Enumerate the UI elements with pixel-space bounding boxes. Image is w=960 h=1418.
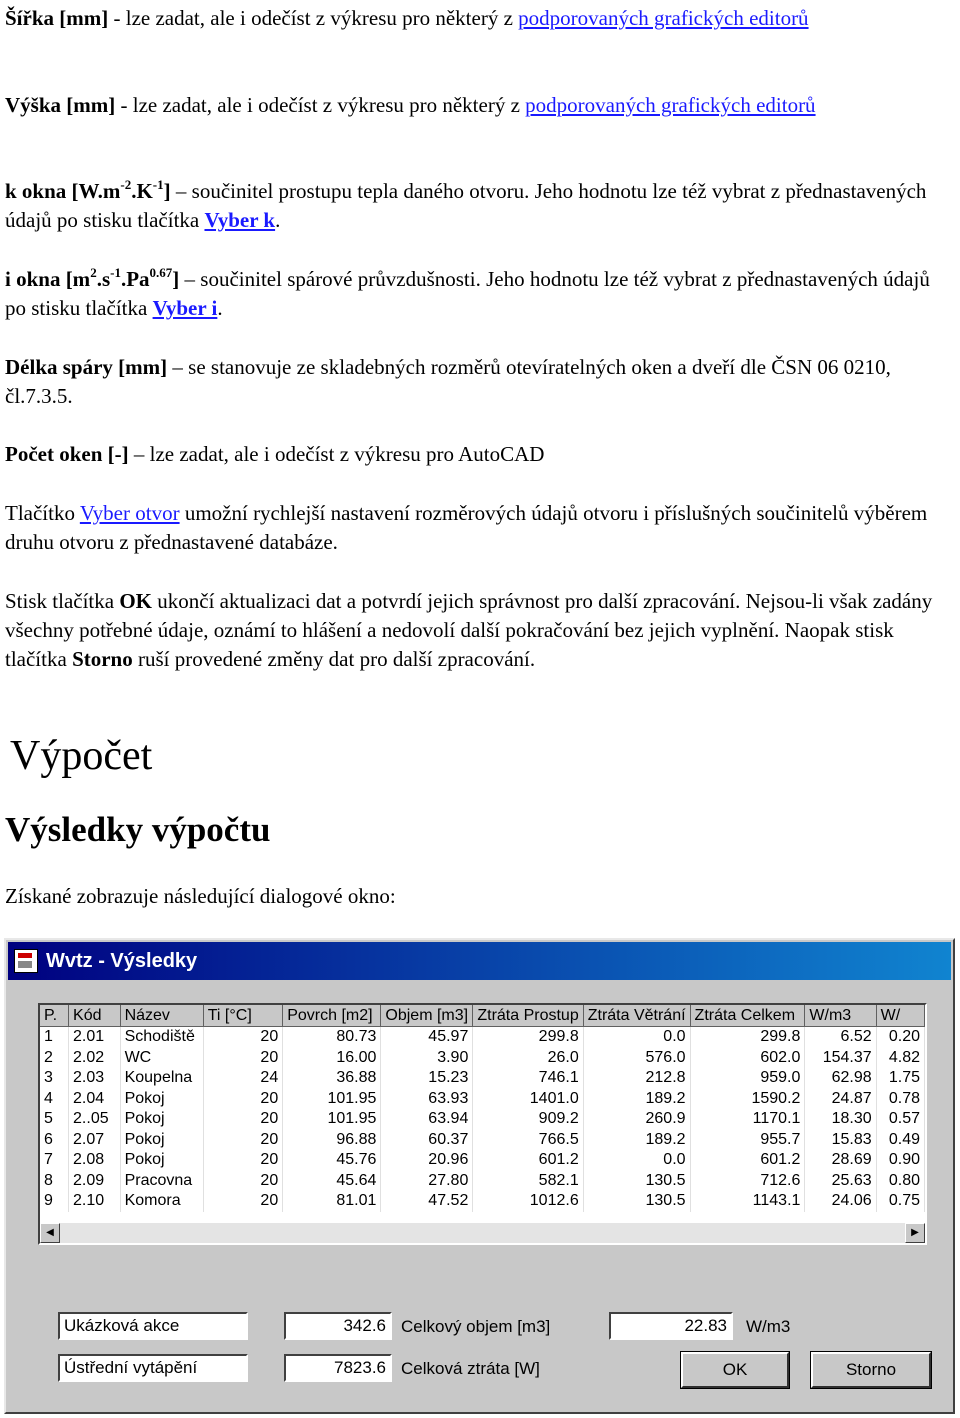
table-cell: 63.94	[381, 1109, 473, 1130]
column-header[interactable]: Ztráta Celkem	[690, 1005, 805, 1027]
table-cell: Pokoj	[120, 1130, 203, 1151]
column-header[interactable]: Ztráta Prostup	[473, 1005, 583, 1027]
table-row[interactable]	[40, 1048, 925, 1069]
table-cell: 2	[40, 1048, 69, 1069]
term-i-okna	[5, 267, 179, 291]
term-pocet-oken: Počet oken [-]	[5, 442, 129, 466]
table-cell: 1143.1	[690, 1191, 805, 1212]
dialog-titlebar[interactable]	[8, 942, 951, 980]
table-cell: 2.01	[69, 1027, 121, 1048]
table-cell: 1401.0	[473, 1089, 583, 1110]
table-cell: 0.78	[876, 1089, 924, 1110]
table-cell: 189.2	[583, 1130, 690, 1151]
table-cell: 959.0	[690, 1068, 805, 1089]
results-grid	[40, 1005, 925, 1212]
table-cell: WC	[120, 1048, 203, 1069]
table-cell: 20	[203, 1089, 282, 1110]
table-cell: 0.57	[876, 1109, 924, 1130]
term-k-okna	[5, 179, 171, 203]
text-ok-a: Stisk tlačítka	[5, 589, 120, 613]
table-cell: 576.0	[583, 1048, 690, 1069]
table-cell: 24.87	[805, 1089, 876, 1110]
link-graphic-editors-2[interactable]: podporovaných grafických editorů	[525, 93, 816, 117]
table-cell: 0.90	[876, 1150, 924, 1171]
table-cell: 602.0	[690, 1048, 805, 1069]
table-cell: 6.52	[805, 1027, 876, 1048]
table-cell: 6	[40, 1130, 69, 1151]
results-table[interactable]	[38, 1003, 927, 1245]
table-cell: 712.6	[690, 1171, 805, 1192]
term-i-part3: .Pa	[120, 267, 150, 291]
table-cell: 5	[40, 1109, 69, 1130]
table-cell: 260.9	[583, 1109, 690, 1130]
table-cell: 189.2	[583, 1089, 690, 1110]
table-cell: Pokoj	[120, 1109, 203, 1130]
table-cell: 0.75	[876, 1191, 924, 1212]
app-icon	[14, 949, 38, 973]
table-cell: 16.00	[283, 1048, 381, 1069]
table-cell: Komora	[120, 1191, 203, 1212]
table-cell: 1	[40, 1027, 69, 1048]
table-cell: 60.37	[381, 1130, 473, 1151]
table-cell: 28.69	[805, 1150, 876, 1171]
table-cell: 154.37	[805, 1048, 876, 1069]
table-cell: 20	[203, 1130, 282, 1151]
table-cell: 299.8	[690, 1027, 805, 1048]
term-k-sup1: -2	[120, 177, 132, 192]
text-vyber-otvor: umožní rychlejší nastavení rozměrových údajů otvoru i příslušných součinitelů výběrem druhu otvoru z přednastavené databáze.	[5, 501, 928, 554]
text-i-end: .	[217, 296, 223, 320]
ok-button[interactable]: OK	[681, 1352, 789, 1388]
text-delka-spary: – se stanovuje ze skladebných rozměrů otevíratelných oken a dveří dle ČSN 06 0210, čl.7.3.5.	[5, 355, 891, 408]
total-volume-value: 342.6	[284, 1312, 392, 1340]
column-header[interactable]: Ztráta Větrání	[583, 1005, 690, 1027]
table-cell: 80.73	[283, 1027, 381, 1048]
dialog-title: Wvtz - Výsledky	[46, 950, 198, 972]
paragraph-pocet-oken	[5, 440, 935, 469]
table-row[interactable]	[40, 1109, 925, 1130]
table-row[interactable]	[40, 1171, 925, 1192]
storno-button[interactable]: Storno	[811, 1352, 931, 1388]
table-cell: 24	[203, 1068, 282, 1089]
table-cell: 3	[40, 1068, 69, 1089]
paragraph-delka-spary	[5, 353, 935, 411]
text-vyber-otvor-pre: Tlačítko	[5, 501, 80, 525]
table-cell: 15.83	[805, 1130, 876, 1151]
table-cell: 20	[203, 1048, 282, 1069]
heating-type-field[interactable]: Ústřední vytápění	[58, 1354, 248, 1382]
table-cell: 4.82	[876, 1048, 924, 1069]
table-cell: 2.03	[69, 1068, 121, 1089]
text-k-okna: – součinitel prostupu tepla daného otvoru. Jeho hodnotu lze též vybrat z přednastavených údajů po stisku tlačítka	[5, 179, 927, 232]
table-row[interactable]	[40, 1191, 925, 1212]
column-header[interactable]: W/m3	[805, 1005, 876, 1027]
term-i-sup1: 2	[90, 265, 97, 280]
table-cell: 0.0	[583, 1150, 690, 1171]
table-cell: 36.88	[283, 1068, 381, 1089]
table-cell: 20.96	[381, 1150, 473, 1171]
table-cell: 2.02	[69, 1048, 121, 1069]
total-loss-value: 7823.6	[284, 1354, 392, 1382]
term-sirka: Šířka [mm]	[5, 6, 109, 30]
term-k-part3: ]	[163, 179, 171, 203]
term-vyska: Výška [mm]	[5, 93, 116, 117]
term-storno: Storno	[72, 647, 133, 671]
table-cell: 909.2	[473, 1109, 583, 1130]
table-cell: 299.8	[473, 1027, 583, 1048]
table-row[interactable]	[40, 1130, 925, 1151]
paragraph-i-okna	[5, 265, 935, 323]
table-cell: 15.23	[381, 1068, 473, 1089]
table-cell: Koupelna	[120, 1068, 203, 1089]
table-cell: 955.7	[690, 1130, 805, 1151]
table-cell: 2.07	[69, 1130, 121, 1151]
column-header[interactable]: P.	[40, 1005, 69, 1027]
table-cell: 26.0	[473, 1048, 583, 1069]
term-i-part4: ]	[172, 267, 180, 291]
text-i-okna: – součinitel spárové průvzdušnosti. Jeho hodnotu lze též vybrat z přednastavených údajů po stisku tlačítka	[5, 267, 930, 320]
term-ok: OK	[119, 589, 152, 613]
table-cell: 47.52	[381, 1191, 473, 1212]
link-vyber-k[interactable]: Vyber k	[204, 208, 276, 232]
column-header[interactable]: W/	[876, 1005, 924, 1027]
table-cell: 2.08	[69, 1150, 121, 1171]
table-cell: 2.10	[69, 1191, 121, 1212]
heading-vypocet: Výpočet	[10, 733, 153, 779]
text-sirka: - lze zadat, ale i odečíst z výkresu pro některý z	[108, 6, 519, 30]
table-cell: 1.75	[876, 1068, 924, 1089]
text-ok-b: ukončí aktualizaci dat a potvrdí jejich správnost pro další zpracování. Nejsou-li však zadány všechny potřebné údaje, oznámí to hlášení a nedovolí další pokračování bez jejich vyplnění. Naopak stisk tlačítka	[5, 589, 933, 671]
table-cell: 45.97	[381, 1027, 473, 1048]
term-delka-spary: Délka spáry [mm]	[5, 355, 168, 379]
table-cell: 0.49	[876, 1130, 924, 1151]
table-cell: 746.1	[473, 1068, 583, 1089]
text-ok-c: ruší provedené změny dat pro další zpracování.	[132, 647, 536, 671]
horizontal-scrollbar[interactable]	[40, 1223, 925, 1243]
table-cell: 0.80	[876, 1171, 924, 1192]
column-header[interactable]: Ti [°C]	[203, 1005, 282, 1027]
table-cell: 20	[203, 1109, 282, 1130]
term-i-sup3: 0.67	[149, 265, 173, 280]
table-cell: 24.06	[805, 1191, 876, 1212]
term-k-part2: .K	[131, 179, 153, 203]
link-vyber-i[interactable]: Vyber i	[152, 296, 218, 320]
term-k-sup2: -1	[152, 177, 164, 192]
paragraph-vyska	[5, 91, 935, 120]
scroll-right-arrow-icon[interactable]: ▶	[905, 1223, 925, 1243]
text-pocet-oken: – lze zadat, ale i odečíst z výkresu pro AutoCAD	[128, 442, 545, 466]
term-i-sup2: -1	[110, 265, 121, 280]
column-header[interactable]: Objem [m3]	[381, 1005, 473, 1027]
link-vyber-otvor[interactable]: Vyber otvor	[79, 501, 180, 525]
total-loss-label: Celková ztráta [W]	[401, 1359, 540, 1378]
paragraph-vyber-otvor	[5, 499, 935, 557]
table-cell: 96.88	[283, 1130, 381, 1151]
table-cell: 2.04	[69, 1089, 121, 1110]
table-cell: 62.98	[805, 1068, 876, 1089]
table-cell: Pokoj	[120, 1089, 203, 1110]
table-cell: 7	[40, 1150, 69, 1171]
table-cell: Pracovna	[120, 1171, 203, 1192]
table-cell: 0.0	[583, 1027, 690, 1048]
table-cell: 9	[40, 1191, 69, 1212]
table-cell: 20	[203, 1171, 282, 1192]
table-cell: 2.09	[69, 1171, 121, 1192]
project-name-field[interactable]: Ukázková akce	[58, 1312, 248, 1340]
table-cell: 20	[203, 1191, 282, 1212]
paragraph-dialog-intro: Získané zobrazuje následující dialogové okno:	[5, 884, 396, 908]
text-k-end: .	[275, 208, 281, 232]
link-graphic-editors-1[interactable]: podporovaných grafických editorů	[518, 6, 809, 30]
term-i-part1: i okna [m	[5, 267, 91, 291]
table-cell: 101.95	[283, 1089, 381, 1110]
wm3-label: W/m3	[746, 1317, 791, 1336]
column-header[interactable]: Povrch [m2]	[283, 1005, 381, 1027]
table-cell: 25.63	[805, 1171, 876, 1192]
paragraph-k-okna	[5, 177, 935, 235]
table-cell: 4	[40, 1089, 69, 1110]
table-cell: 81.01	[283, 1191, 381, 1212]
wm3-value: 22.83	[609, 1312, 733, 1340]
table-row[interactable]	[40, 1068, 925, 1089]
text-vyska: - lze zadat, ale i odečíst z výkresu pro některý z	[115, 93, 526, 117]
table-cell: 20	[203, 1027, 282, 1048]
paragraph-ok-storno	[5, 587, 945, 674]
table-cell: 18.30	[805, 1109, 876, 1130]
table-row[interactable]	[40, 1089, 925, 1110]
heading-vysledky: Výsledky výpočtu	[5, 810, 271, 849]
scroll-left-arrow-icon[interactable]: ◀	[40, 1223, 60, 1243]
table-cell: 1170.1	[690, 1109, 805, 1130]
results-dialog	[4, 938, 955, 1414]
table-row[interactable]	[40, 1150, 925, 1171]
table-cell: 8	[40, 1171, 69, 1192]
table-cell: 20	[203, 1150, 282, 1171]
table-cell: 45.76	[283, 1150, 381, 1171]
table-cell: 101.95	[283, 1109, 381, 1130]
table-cell: 130.5	[583, 1191, 690, 1212]
table-cell: 1012.6	[473, 1191, 583, 1212]
term-k-part1: k okna [W.m	[5, 179, 121, 203]
table-cell: 63.93	[381, 1089, 473, 1110]
column-header[interactable]: Název	[120, 1005, 203, 1027]
table-cell: 766.5	[473, 1130, 583, 1151]
table-cell: 2..05	[69, 1109, 121, 1130]
table-cell: 45.64	[283, 1171, 381, 1192]
table-cell: 27.80	[381, 1171, 473, 1192]
paragraph-sirka	[5, 4, 935, 33]
table-row[interactable]	[40, 1027, 925, 1048]
table-cell: 0.20	[876, 1027, 924, 1048]
term-i-part2: .s	[96, 267, 111, 291]
total-volume-label: Celkový objem [m3]	[401, 1317, 551, 1336]
table-cell: 582.1	[473, 1171, 583, 1192]
table-cell: 601.2	[690, 1150, 805, 1171]
table-cell: 601.2	[473, 1150, 583, 1171]
table-cell: Pokoj	[120, 1150, 203, 1171]
table-cell: 3.90	[381, 1048, 473, 1069]
table-cell: 212.8	[583, 1068, 690, 1089]
table-cell: 1590.2	[690, 1089, 805, 1110]
column-header[interactable]: Kód	[69, 1005, 121, 1027]
table-cell: Schodiště	[120, 1027, 203, 1048]
table-cell: 130.5	[583, 1171, 690, 1192]
